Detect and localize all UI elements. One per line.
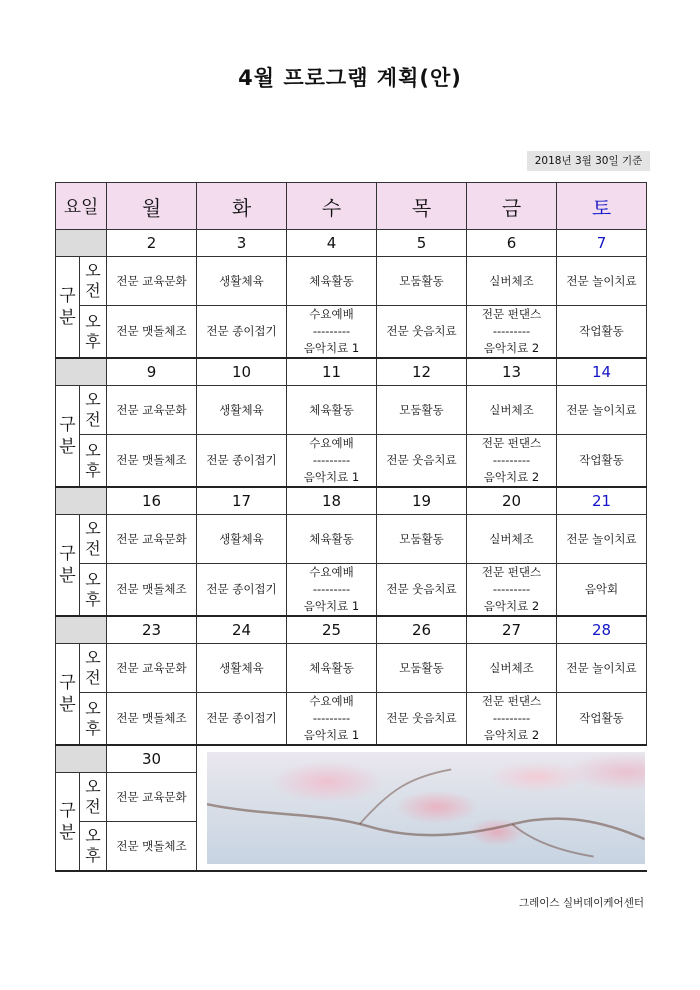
date-cell: 23 (107, 616, 197, 644)
activity-cell: 전문 웃음치료 (377, 564, 467, 617)
date-cell: 18 (287, 487, 377, 515)
activity-cell: 모둠활동 (377, 386, 467, 435)
date-cell: 9 (107, 358, 197, 386)
date-cell: 21 (557, 487, 647, 515)
activity-cell: 전문 종이접기 (197, 693, 287, 746)
am-row (56, 386, 647, 435)
date-cell: 12 (377, 358, 467, 386)
activity-cell: 작업활동 (557, 693, 647, 746)
am-row (56, 644, 647, 693)
date-cell: 28 (557, 616, 647, 644)
date-cell: 24 (197, 616, 287, 644)
activity-cell: 수요예배 --------- 음악치료 1 (287, 306, 377, 359)
program-schedule-table (55, 182, 647, 872)
activity-cell: 전문 놀이치료 (557, 386, 647, 435)
gubun-label: 구 분 (56, 386, 80, 488)
date-row-spacer (56, 745, 107, 773)
gubun-label: 구 분 (56, 257, 80, 359)
date-cell: 5 (377, 230, 467, 257)
activity-cell: 생활체육 (197, 515, 287, 564)
date-row (56, 745, 647, 773)
activity-cell: 체육활동 (287, 644, 377, 693)
activity-cell: 전문 종이접기 (197, 306, 287, 359)
pm-row (56, 435, 647, 488)
date-row (56, 358, 647, 386)
activity-cell: 실버체조 (467, 386, 557, 435)
date-cell: 20 (467, 487, 557, 515)
date-cell: 16 (107, 487, 197, 515)
weekday-header-row (56, 183, 647, 230)
activity-cell: 전문 교육문화 (107, 386, 197, 435)
date-row-spacer (56, 230, 107, 257)
date-cell: 2 (107, 230, 197, 257)
am-label: 오 전 (80, 386, 107, 435)
activity-cell: 전문 맷돌체조 (107, 693, 197, 746)
date-cell: 27 (467, 616, 557, 644)
activity-cell: 전문 교육문화 (107, 515, 197, 564)
center-name-footer: 그레이스 실버데이케어센터 (518, 897, 644, 909)
am-label: 오 전 (80, 773, 107, 822)
date-cell: 26 (377, 616, 467, 644)
date-cell: 10 (197, 358, 287, 386)
weekday-wed: 수 (287, 183, 377, 230)
pm-label: 오 후 (80, 693, 107, 746)
activity-cell: 전문 교육문화 (107, 644, 197, 693)
activity-cell: 전문 놀이치료 (557, 257, 647, 306)
activity-cell: 전문 놀이치료 (557, 515, 647, 564)
date-cell: 7 (557, 230, 647, 257)
weekday-thu: 목 (377, 183, 467, 230)
activity-cell: 작업활동 (557, 435, 647, 488)
weekday-fri: 금 (467, 183, 557, 230)
date-cell: 30 (107, 745, 197, 773)
activity-cell: 모둠활동 (377, 257, 467, 306)
gubun-label: 구 분 (56, 644, 80, 746)
activity-cell: 체육활동 (287, 386, 377, 435)
pm-label: 오 후 (80, 435, 107, 488)
activity-cell: 수요예배 --------- 음악치료 1 (287, 693, 377, 746)
activity-cell: 수요예배 --------- 음악치료 1 (287, 435, 377, 488)
am-row (56, 515, 647, 564)
weekday-sat: 토 (557, 183, 647, 230)
date-row (56, 230, 647, 257)
date-row-spacer (56, 358, 107, 386)
gubun-label: 구 분 (56, 773, 80, 872)
activity-cell: 전문 웃음치료 (377, 693, 467, 746)
activity-cell: 실버체조 (467, 644, 557, 693)
date-cell: 25 (287, 616, 377, 644)
pm-label: 오 후 (80, 306, 107, 359)
activity-cell: 모둠활동 (377, 644, 467, 693)
activity-cell: 실버체조 (467, 515, 557, 564)
date-cell: 4 (287, 230, 377, 257)
date-cell: 13 (467, 358, 557, 386)
activity-cell: 전문 놀이치료 (557, 644, 647, 693)
page-title: 4월 프로그램 계획(안) (238, 66, 462, 90)
weekday-mon: 월 (107, 183, 197, 230)
activity-cell: 전문 맷돌체조 (107, 822, 197, 872)
gubun-label: 구 분 (56, 515, 80, 617)
cherry-blossom-photo (197, 745, 647, 871)
pm-row (56, 693, 647, 746)
am-label: 오 전 (80, 644, 107, 693)
activity-cell: 전문 맷돌체조 (107, 564, 197, 617)
activity-cell: 전문 종이접기 (197, 435, 287, 488)
activity-cell: 전문 펀댄스 --------- 음악치료 2 (467, 564, 557, 617)
activity-cell: 작업활동 (557, 306, 647, 359)
activity-cell: 전문 펀댄스 --------- 음악치료 2 (467, 306, 557, 359)
activity-cell: 전문 웃음치료 (377, 435, 467, 488)
pm-row (56, 564, 647, 617)
am-label: 오 전 (80, 257, 107, 306)
date-row-spacer (56, 487, 107, 515)
date-cell: 3 (197, 230, 287, 257)
activity-cell: 생활체육 (197, 257, 287, 306)
date-cell: 6 (467, 230, 557, 257)
activity-cell: 체육활동 (287, 515, 377, 564)
activity-cell: 생활체육 (197, 644, 287, 693)
date-cell: 17 (197, 487, 287, 515)
activity-cell: 전문 맷돌체조 (107, 435, 197, 488)
activity-cell: 전문 교육문화 (107, 773, 197, 822)
pm-label: 오 후 (80, 564, 107, 617)
am-label: 오 전 (80, 515, 107, 564)
date-cell: 19 (377, 487, 467, 515)
date-row (56, 487, 647, 515)
date-cell: 14 (557, 358, 647, 386)
activity-cell: 전문 종이접기 (197, 564, 287, 617)
activity-cell: 전문 웃음치료 (377, 306, 467, 359)
activity-cell: 모둠활동 (377, 515, 467, 564)
activity-cell: 음악회 (557, 564, 647, 617)
activity-cell: 수요예배 --------- 음악치료 1 (287, 564, 377, 617)
activity-cell: 실버체조 (467, 257, 557, 306)
pm-label: 오 후 (80, 822, 107, 872)
weekday-tue: 화 (197, 183, 287, 230)
activity-cell: 전문 펀댄스 --------- 음악치료 2 (467, 693, 557, 746)
activity-cell: 체육활동 (287, 257, 377, 306)
activity-cell: 전문 펀댄스 --------- 음악치료 2 (467, 435, 557, 488)
yoil-header: 요일 (56, 183, 107, 230)
activity-cell: 전문 맷돌체조 (107, 306, 197, 359)
basis-date-label: 2018년 3월 30일 기준 (527, 151, 650, 171)
date-row-spacer (56, 616, 107, 644)
activity-cell: 생활체육 (197, 386, 287, 435)
date-row (56, 616, 647, 644)
pm-row (56, 306, 647, 359)
date-cell: 11 (287, 358, 377, 386)
am-row (56, 257, 647, 306)
activity-cell: 전문 교육문화 (107, 257, 197, 306)
